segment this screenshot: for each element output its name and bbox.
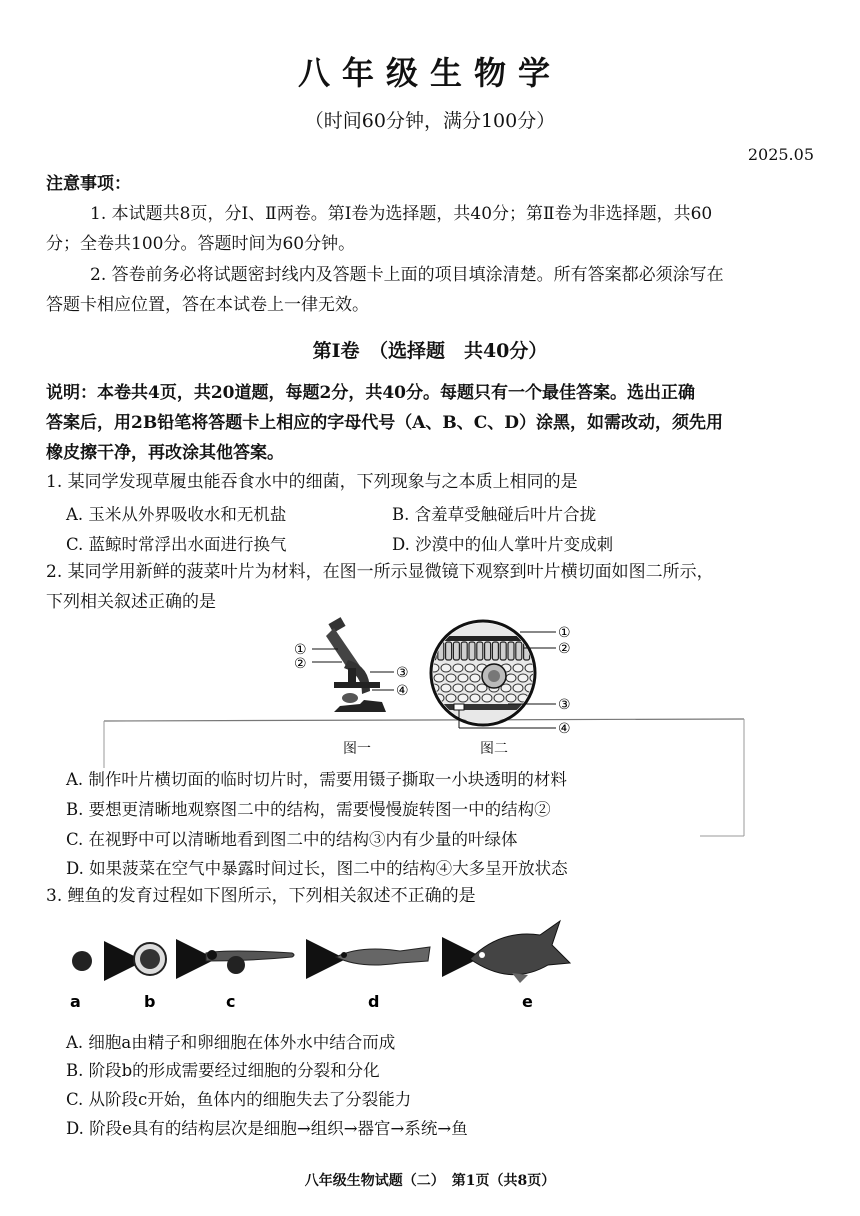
stage-label-c: c [226,992,236,1011]
spongy-cell [513,664,523,672]
question-2-stem-2: 下列相关叙述正确的是 [46,592,216,612]
fig2-label-2: ② [558,641,571,657]
section-title: 第Ⅰ卷 （选择题 共40分） [312,340,548,362]
spongy-cell [470,674,480,682]
page-footer: 八年级生物试题（二） 第1页（共8页） [304,1173,556,1189]
spongy-cell [453,684,463,692]
question-3-option-c: C. 从阶段c开始，鱼体内的细胞失去了分裂能力 [66,1090,412,1109]
fig1-label-3: ③ [396,665,409,681]
spongy-cell [453,664,463,672]
section-instruction-2: 答案后，用2B铅笔将答题卡上相应的字母代号（A、B、C、D）涂黑，如需改动，须先用 [46,413,724,433]
spongy-cell [506,674,516,682]
palisade-cell [500,642,506,660]
carp-development-figure [60,915,580,1015]
spongy-cell [446,694,456,702]
fig2-label-4: ④ [558,721,571,737]
spongy-cell [441,684,451,692]
notice-heading: 注意事项： [46,174,131,194]
question-1-option-a: A. 玉米从外界吸收水和无机盐 [66,505,287,524]
exam-subtitle: （时间60分钟，满分100分） [304,110,556,132]
question-2-stem-1: 2. 某同学用新鲜的菠菜叶片为材料，在图一所示显微镜下观察到叶片横切面如图二所示， [46,562,714,582]
question-1-stem: 1. 某同学发现草履虫能吞食水中的细菌，下列现象与之本质上相同的是 [46,472,578,492]
figure-2-caption: 图二 [480,741,508,757]
spongy-cell [470,694,480,702]
notice-line-3: 2. 答卷前务必将试题密封线内及答题卡上面的项目填涂清楚。所有答案都必须涂写在 [90,265,724,285]
palisade-cell [453,642,459,660]
palisade-cell [461,642,467,660]
exam-date: 2025.05 [747,145,814,164]
figure-1-microscope [290,616,430,720]
figure-1-caption: 图一 [343,741,371,757]
palisade-cell [477,642,483,660]
spongy-cell [446,674,456,682]
spongy-cell [458,694,468,702]
figure-2-leaf-section [428,618,588,742]
question-3-option-b: B. 阶段b的形成需要经过细胞的分裂和分化 [66,1061,380,1080]
notice-line-1: 1. 本试题共8页，分Ⅰ、Ⅱ两卷。第Ⅰ卷为选择题，共40分；第Ⅱ卷为非选择题，共60 [90,204,713,224]
spongy-cell [494,694,504,702]
question-1-option-b: B. 含羞草受触碰后叶片合拢 [392,505,597,524]
stage-label-d: d [368,992,380,1011]
section-instruction-3: 橡皮擦干净，再改涂其他答案。 [46,443,284,463]
question-2-option-a: A. 制作叶片横切面的临时切片时，需要用镊子撕取一小块透明的材料 [66,770,567,789]
spongy-cell [465,684,475,692]
palisade-cell [485,642,491,660]
palisade-cell [516,642,522,660]
fig2-label-1: ① [558,625,571,641]
fig2-label-3: ③ [558,697,571,713]
spongy-cell [458,674,468,682]
palisade-cell [508,642,514,660]
notice-line-4: 答题卡相应位置，答在本试卷上一律无效。 [46,295,369,315]
question-1-option-c: C. 蓝鲸时常浮出水面进行换气 [66,535,287,554]
palisade-cell [492,642,498,660]
question-3-option-a: A. 细胞a由精子和卵细胞在体外水中结合而成 [66,1033,396,1052]
spongy-cell [441,664,451,672]
spongy-cell [482,694,492,702]
spongy-cell [434,674,444,682]
stage-label-e: e [522,992,533,1011]
question-2-option-b: B. 要想更清晰地观察图二中的结构，需要慢慢旋转图一中的结构② [66,800,551,819]
exam-title: 八年级生物学 [297,54,562,92]
spongy-cell [465,664,475,672]
section-instruction-1: 说明：本卷共4页，共20道题，每题2分，共40分。每题只有一个最佳答案。选出正确 [46,383,695,403]
question-2-option-d: D. 如果菠菜在空气中暴露时间过长，图二中的结构④大多呈开放状态 [66,859,568,878]
stage-label-a: a [70,992,81,1011]
palisade-cell [446,642,452,660]
notice-line-2: 分；全卷共100分。答题时间为60分钟。 [46,234,356,254]
question-3-stem: 3. 鲤鱼的发育过程如下图所示，下列相关叙述不正确的是 [46,886,476,906]
question-3-option-d: D. 阶段e具有的结构层次是细胞→组织→器官→系统→鱼 [66,1119,468,1138]
palisade-cell [469,642,475,660]
spongy-cell [506,694,516,702]
fig1-label-4: ④ [396,683,409,699]
question-2-option-c: C. 在视野中可以清晰地看到图二中的结构③内有少量的叶绿体 [66,830,518,849]
spongy-cell [518,674,528,682]
fig1-label-1: ① [294,642,307,658]
question-1-option-d: D. 沙漠中的仙人掌叶片变成刺 [392,535,614,554]
spongy-cell [513,684,523,692]
fig1-label-2: ② [294,656,307,672]
stage-label-b: b [144,992,156,1011]
